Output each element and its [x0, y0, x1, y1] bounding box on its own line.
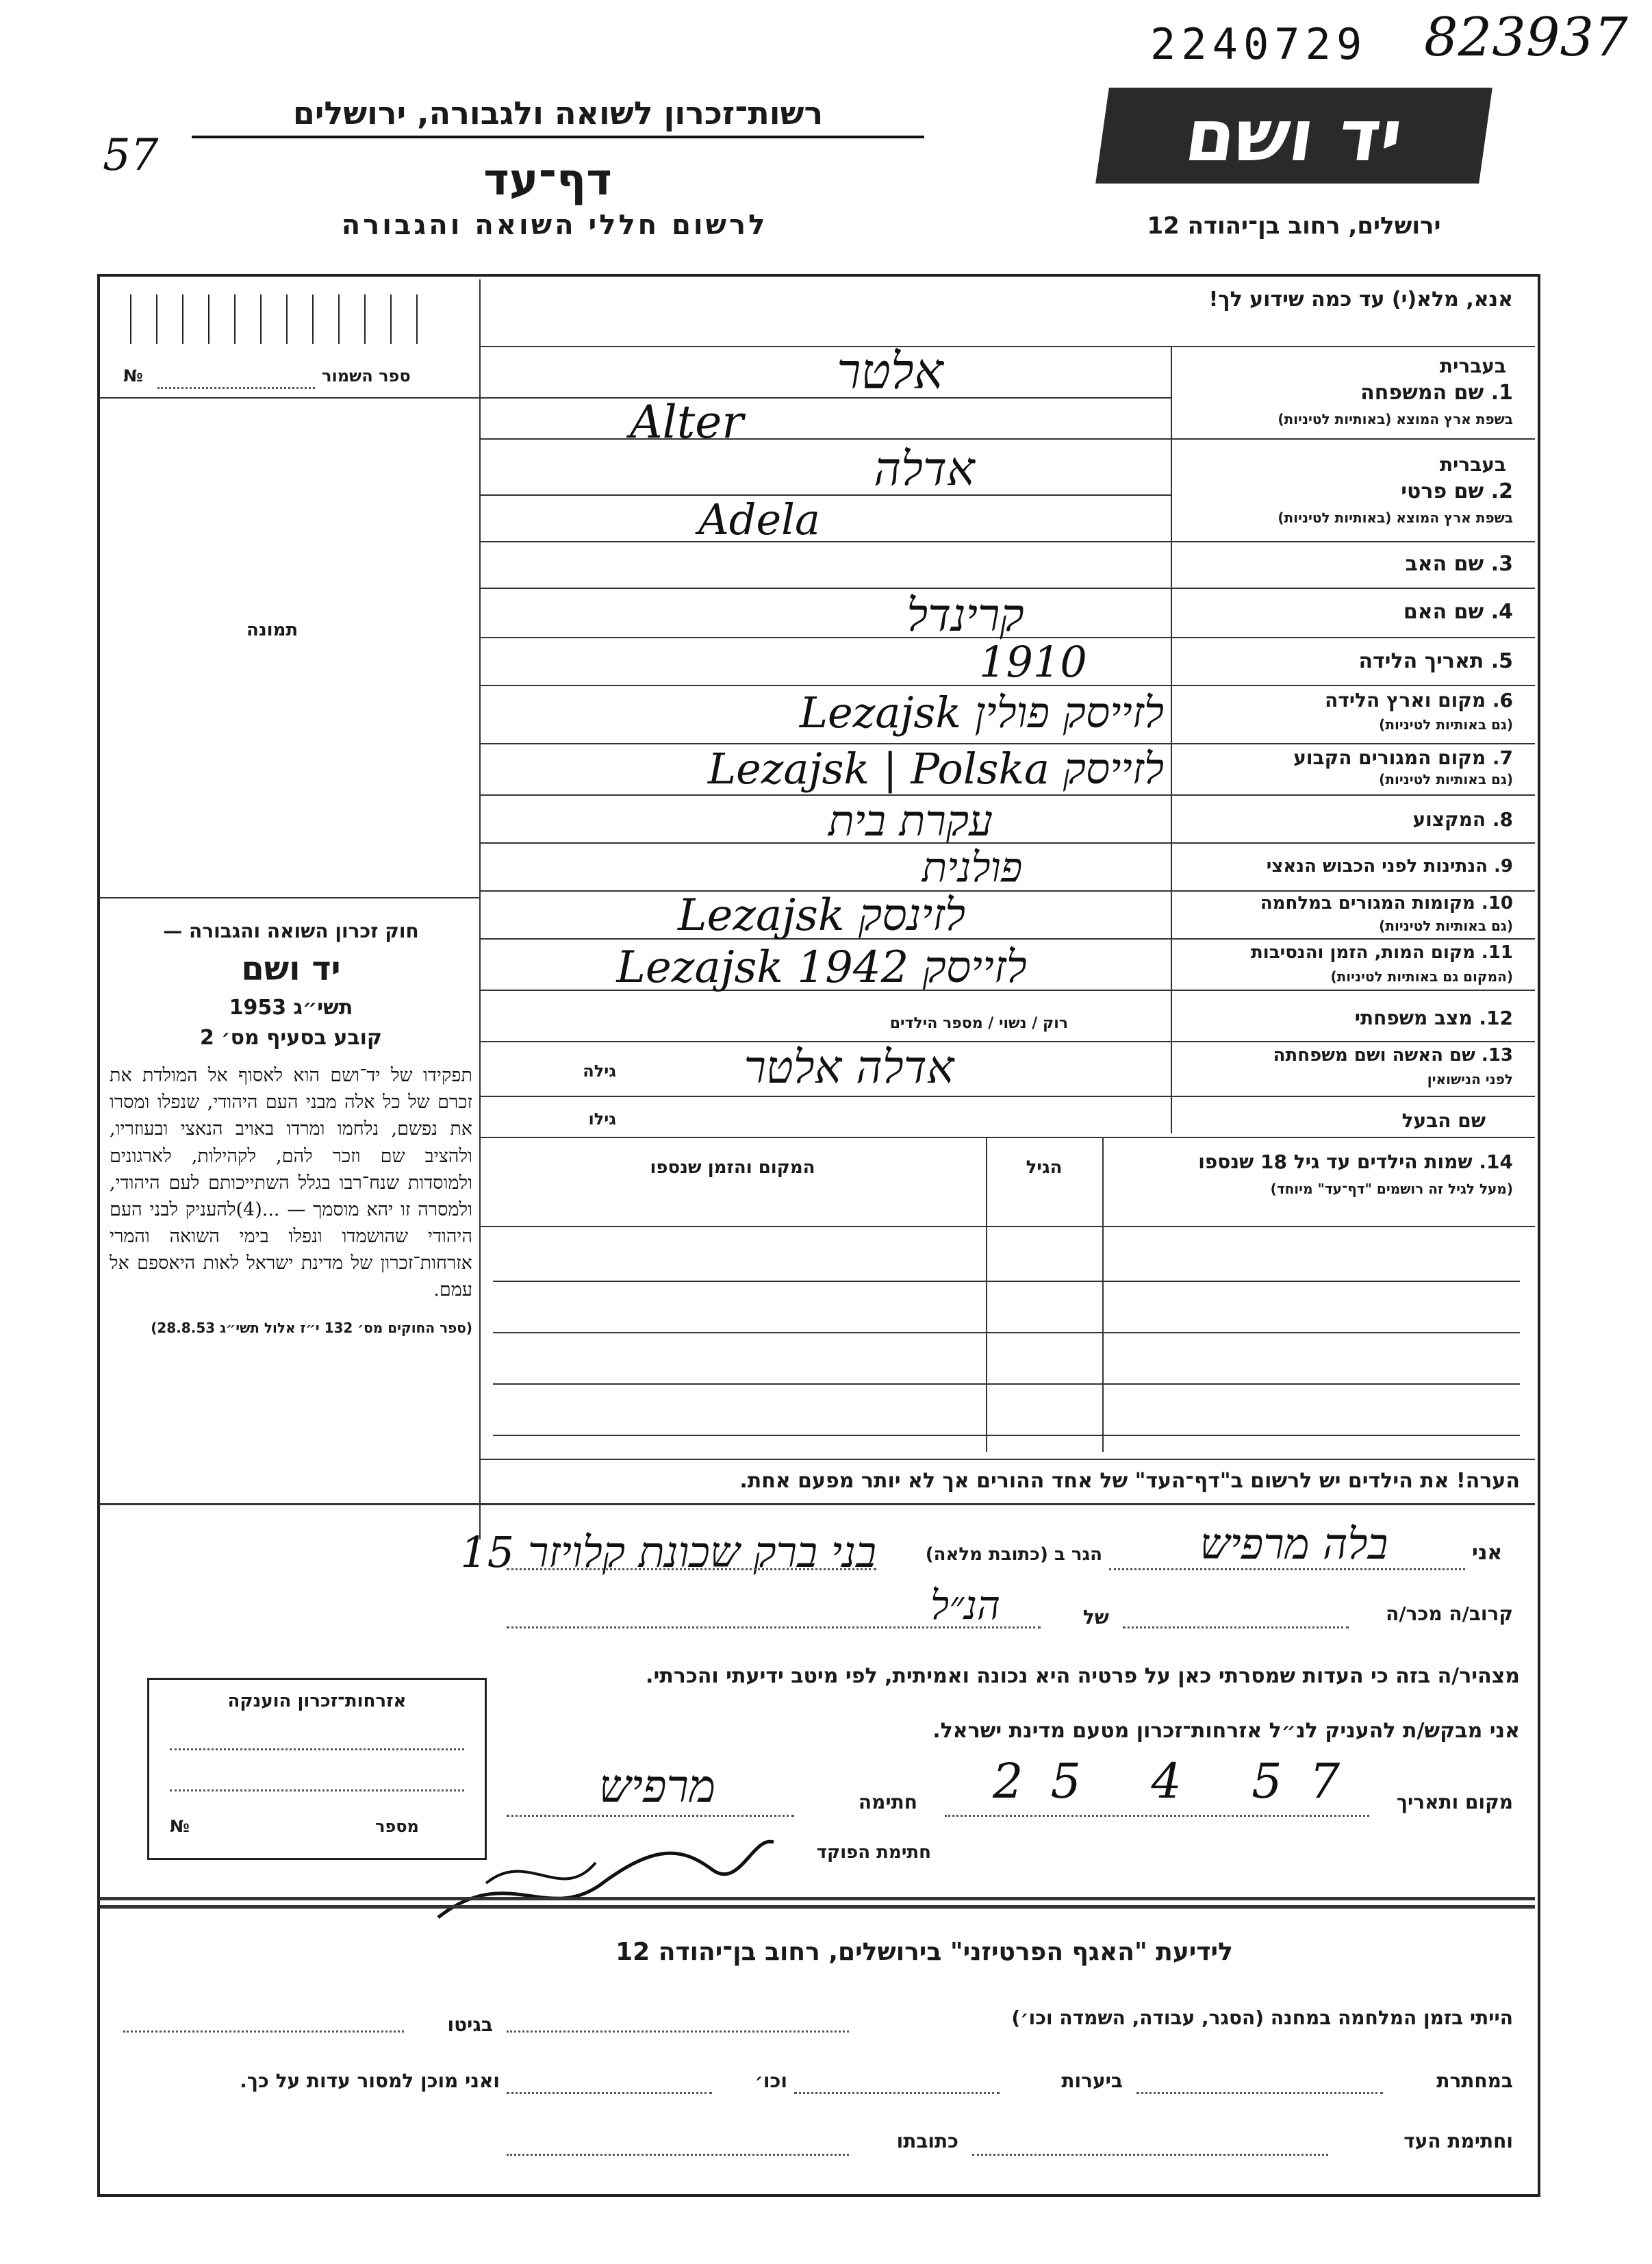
- partisans-line3-b: כתובתו: [896, 2130, 958, 2152]
- partisans-line2-d: ואני מוכן למסור עדות על כך.: [240, 2070, 500, 2092]
- photo-label: תמונה: [246, 620, 298, 640]
- witness-name: בלה מרפיש: [1199, 1519, 1388, 1569]
- f8-label: 8. המקצוע: [1412, 808, 1513, 831]
- f2-sub: בשפת ארץ המוצא (באותיות לטיניות): [1278, 510, 1513, 526]
- f2-value-hebrew: אדלה: [874, 442, 975, 496]
- law-year: תשי״ג 1953: [229, 996, 353, 1020]
- f10-label: 10. מקומות המגורים במלחמה: [1260, 893, 1513, 914]
- serial-no-label: №: [123, 366, 143, 386]
- relative-label: קרוב/ה מכר/ה: [1386, 1602, 1513, 1625]
- f9-label: 9. הנתינות לפני הכבוש הנאצי: [1266, 856, 1513, 877]
- f10-sub: (גם באותיות לטיניות): [1379, 918, 1513, 934]
- f9-value: פולנית: [922, 844, 1023, 892]
- resides-label: הגר ב (כתובת מלאה): [925, 1544, 1102, 1565]
- corner-mark: 57: [103, 130, 159, 181]
- law-name: יד ושם: [241, 949, 341, 988]
- f11-sub: (המקום גם באותיות לטיניות): [1330, 968, 1513, 985]
- f10-value: לזינסק Lezajsk: [677, 890, 966, 941]
- f13-value: אדלה אלטר: [744, 1041, 954, 1094]
- address-value: בני ברק שכונת קלויזר 15: [460, 1527, 876, 1577]
- form-subtitle: לרשום חללי השואה והגבורה: [341, 210, 768, 241]
- f13-sub: לפני הנישואין: [1427, 1071, 1513, 1087]
- partisans-line1-b: בגיטו: [447, 2013, 493, 2036]
- f1-hebrew-label: בעברית: [1439, 355, 1506, 377]
- f12-options: רוק / נשוי / מספר הילדים: [889, 1015, 1068, 1032]
- f2-value-latin: Adela: [698, 494, 820, 544]
- f14-age-header: הגיל: [1026, 1157, 1063, 1178]
- f2-hebrew-label: בעברית: [1439, 453, 1506, 476]
- f2-label: 2. שם פרטי: [1401, 479, 1513, 503]
- law-block: [110, 918, 472, 1338]
- citizenship-no-label: №: [170, 1817, 190, 1836]
- intro-text: אנא, מלא(י) עד כמה שידוע לך!: [1208, 288, 1513, 312]
- f4-value: קרינדל: [906, 589, 1024, 642]
- f4-label: 4. שם האם: [1403, 600, 1513, 624]
- partisans-line2-c: וכו׳: [754, 2070, 787, 2092]
- f7-value: לזייסק Lezajsk | Polska: [707, 744, 1164, 794]
- signature-label: חתימה: [858, 1791, 917, 1813]
- relation-value: הנ״ל: [930, 1582, 1000, 1628]
- f14-place-header: המקום והזמן שנספו: [650, 1157, 815, 1178]
- f8-value: עקרת בית: [828, 796, 993, 846]
- f5-label: 5. תאריך הלידה: [1358, 649, 1513, 673]
- partisans-title: לידיעת "האגף הפרטיזני" בירושלים, רחוב בן־יהודה 12: [615, 1938, 1233, 1966]
- law-title: חוק זכרון השואה והגבורה —: [163, 920, 419, 942]
- f14-label: 14. שמות הילדים עד גיל 18 שנספו: [1198, 1150, 1513, 1173]
- f11-value: לזייסק 1942 Lezajsk: [616, 942, 1027, 993]
- law-clause: קובע בסעיף מס׳ 2: [199, 1025, 383, 1050]
- f1-label: 1. שם המשפחה: [1360, 381, 1513, 405]
- f1-value-latin: Alter: [630, 396, 744, 449]
- f7-sub: (גם באותיות לטיניות): [1379, 771, 1513, 788]
- note-text: הערה! את הילדים יש לרשום ב"דף־העד" של אחד ההורים אך לא יותר מפעם אחת.: [739, 1469, 1520, 1493]
- f1-value-hebrew: אלטר: [837, 342, 943, 400]
- f6-label: 6. מקום וארץ הלידה: [1325, 689, 1513, 712]
- f12-label: 12. מצב משפחתי: [1354, 1007, 1513, 1029]
- statement-text: מצהיר/ה בזה כי העדות שמסרתי כאן על פרטיה היא נכונה ואמיתית, לפי מיטב ידיעתי והכרתי.: [646, 1664, 1520, 1688]
- date-value: 25 4 57: [993, 1753, 1368, 1809]
- place-date-label: מקום ותאריך: [1396, 1791, 1513, 1813]
- f6-value: לזייסק פולין Lezajsk: [799, 688, 1164, 738]
- f3-label: 3. שם האב: [1405, 552, 1513, 576]
- of-label: של: [1082, 1606, 1109, 1628]
- photo-ticks: [130, 294, 442, 347]
- f1-sub: בשפת ארץ המוצא (באותיות לטיניות): [1278, 411, 1513, 427]
- request-text: אני מבקש/ת להעניק לנ״ל אזרחות־זכרון מטעם מדינת ישראל.: [932, 1719, 1520, 1743]
- f5-value: 1910: [979, 637, 1087, 687]
- partisans-line2-a: במחתרת: [1436, 2070, 1513, 2092]
- citizenship-box: [147, 1678, 487, 1860]
- citizenship-number-label: מספר: [375, 1817, 419, 1836]
- f14-sub: (מעל לגיל זה רושמים "דף־עד" מיוחד): [1270, 1181, 1513, 1197]
- handwritten-number: 823937: [1424, 7, 1628, 68]
- f13-label: 13. שם האשה ושם משפחתה: [1273, 1045, 1513, 1066]
- f7-label: 7. מקום המגורים הקבוע: [1293, 746, 1513, 769]
- husband-label: שם הבעל: [1401, 1109, 1486, 1132]
- document-number: 2240729: [1150, 19, 1368, 69]
- signature-value: מרפיש: [598, 1760, 716, 1813]
- husband-age-label: גילו: [588, 1109, 616, 1129]
- partisans-line2-b: ביערות: [1061, 2070, 1123, 2092]
- form-title: דף־עד: [483, 155, 612, 205]
- f11-label: 11. מקום המות, הזמן והנסיבות: [1251, 942, 1513, 963]
- f13-age-label: גילה: [583, 1061, 616, 1081]
- law-footnote: (ספר החוקים מס׳ 132 י״ז אלול תשי״ג 28.8.53): [151, 1320, 472, 1337]
- f6-sub: (גם באותיות לטיניות): [1379, 716, 1513, 733]
- yad-vashem-logo: יד ושם: [1095, 88, 1492, 184]
- ani-label: אני: [1472, 1541, 1503, 1565]
- partisans-line3-a: וחתימת העד: [1403, 2130, 1513, 2152]
- partisans-line1-a: הייתי בזמן המלחמה במחנה (הסגר, עבודה, השמדה וכו׳): [1011, 2007, 1513, 2029]
- law-text: תפקידו של יד־ושם הוא לאסוף אל המולדת את זכרם של כל אלה מבני העם היהודי, שנפלו ומסרו את נפשם, נלחמו ומרדו באויב הנאצי ובעוזריו, ולהציב שם וזכר להם, לקהילות, לארגונים ולמוסדות שנח־רבו בגלל השתייכותם לעם היהודי, ולמסרה זו יהא מוסמך — ...(4)להעניק לבני העם היהודי שהושמדו ונפלו בימי השואה והמרי אזרחות־זכרון של מדינת ישראל לאות היאספם אל עמם.: [110, 1065, 472, 1301]
- officer-label: חתימת הפוקד: [816, 1842, 931, 1863]
- authority-line: רשות־זכרון לשואה ולגבורה, ירושלים: [192, 95, 924, 138]
- address-line: ירושלים, רחוב בן־יהודה 12: [1147, 212, 1441, 240]
- citizenship-title: אזרחות־זכרון הוענקה: [227, 1691, 407, 1711]
- serial-label: ספר השמור: [322, 366, 411, 386]
